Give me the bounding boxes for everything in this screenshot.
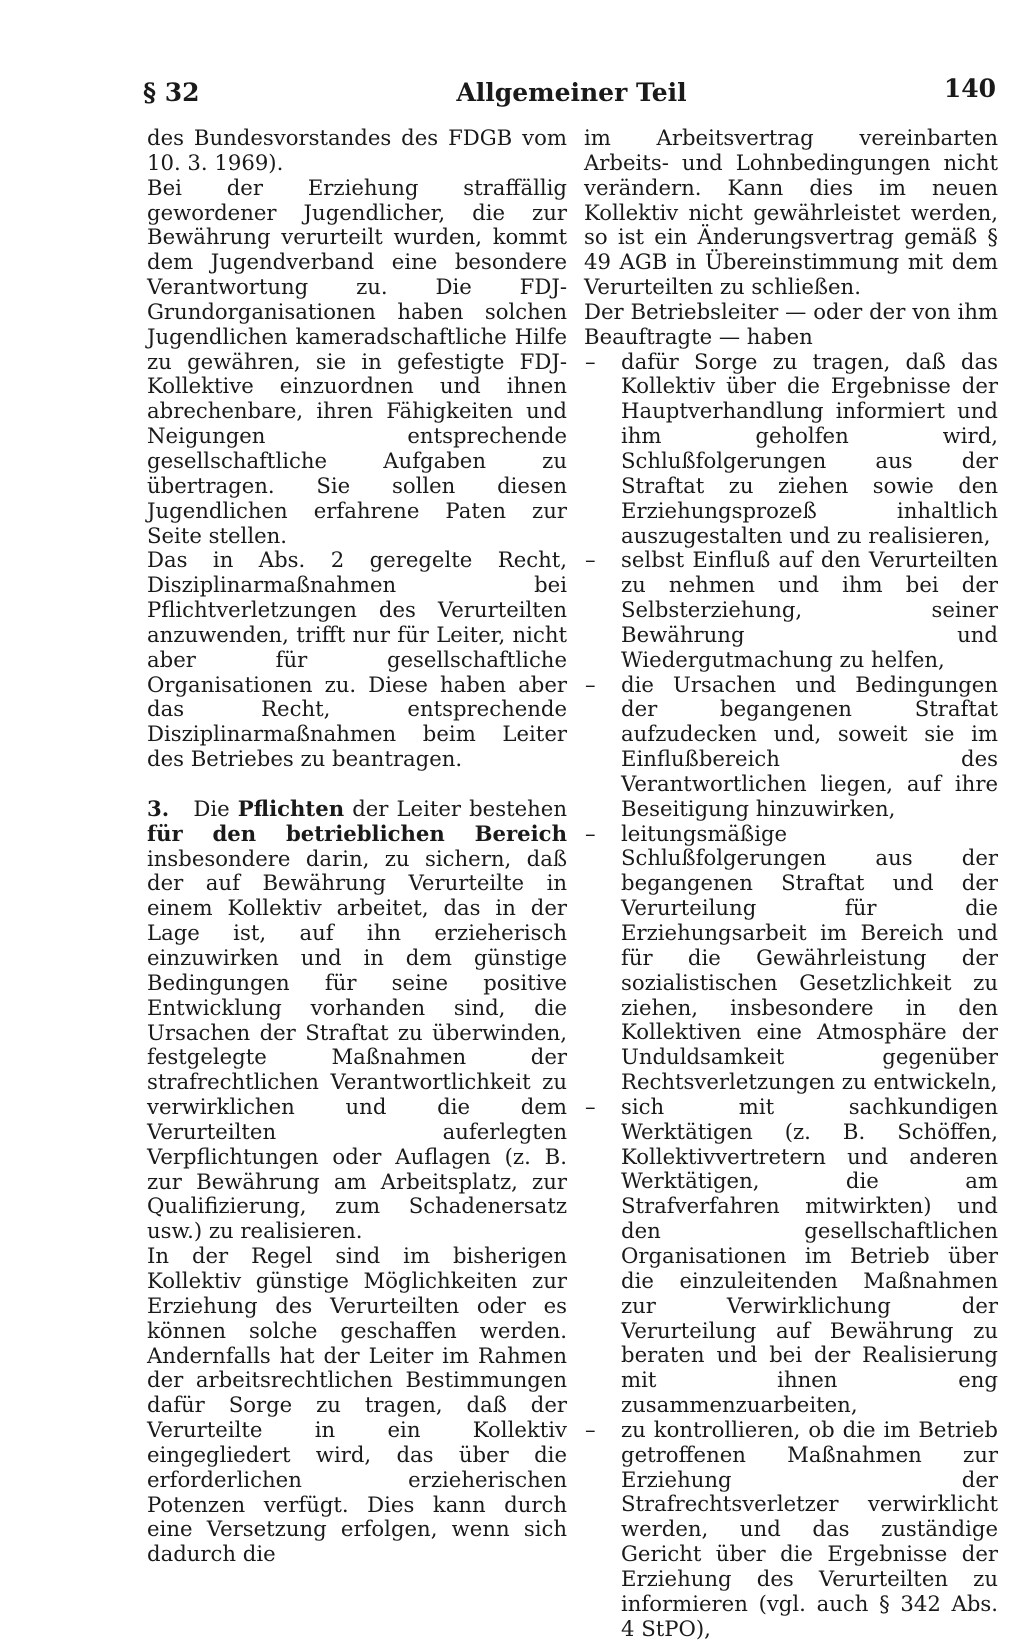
paragraph-gap [147,772,567,797]
section-3-paragraph [147,797,567,1244]
section-number: 3. [147,795,170,821]
paragraph: im Arbeitsvertrag vereinbarten Arbeits- und Lohnbedingungen nicht verändern. Kann dies im neuen Kollektiv nicht gewährleistet werden, so ist ein Änderungsvertrag gemäß § 49 AGB in Übereinstimmung mit dem Verurteilten zu schließen. [584,125,998,300]
paragraph: des Bundesvorstandes des FDGB vom 10. 3. 1969). [147,125,567,175]
page-header [143,74,1000,114]
section-text: der Leiter bestehen [352,795,567,821]
emphasis-pflichten: Pflichten [237,795,345,821]
list-item: – selbst Einfluß auf den Verurteilten zu nehmen und ihm bei der Selbsterziehung, seiner Bewährung und Wiedergutmachung zu helfen, [584,548,998,672]
list-item: – zu kontrollieren, ob die im Betrieb getroffenen Maßnahmen zur Erziehung der Strafrechtsverletzer verwirklicht werden, und das zuständige Gericht über die Ergebnisse der Erziehung des Verurteilten zu informieren (vgl. auch § 342 Abs. 4 StPO), [584,1418,998,1641]
list-item: – die Ursachen und Bedingungen der begangenen Straftat aufzudecken und, soweit sie im Einflußbereich des Verantwortlichen liegen, auf ihre Beseitigung hinzuwirken, [584,673,998,822]
list-item: – leitungsmäßige Schlußfolgerungen aus der begangenen Straftat und der Verurteilung für die Erziehungsarbeit im Bereich und für die Gewährleistung der sozialistischen Gesetzlichkeit zu ziehen, insbesondere in den Kollektiven eine Atmosphäre der Unduldsamkeit gegenüber Rechtsverletzungen zu entwickeln, [584,822,998,1095]
paragraph: Bei der Erziehung straffällig gewordener Jugendlicher, die zur Bewährung verurteilt wurden, kommt dem Jugendverband eine besondere Verantwortung zu. Die FDJ-Grundorganisationen haben solchen Jugendlichen kameradschaftliche Hilfe zu gewähren, sie in gefestigte FDJ-Kollektive einzuordnen und ihnen abrechenbare, ihren Fähigkeiten und Neigungen entsprechende gesellschaftliche Aufgaben zu übertragen. Sie sollen diesen Jugendlichen erfahrene Paten zur Seite stellen. [147,174,567,548]
emphasis-betrieblicher-bereich: für den betrieblichen Bereich [147,820,567,846]
paragraph: In der Regel sind im bisherigen Kollektiv günstige Möglichkeiten zur Erziehung des Verurteilten oder es können solche geschaffen werden. Andernfalls hat der Leiter im Rahmen der arbeitsrechtlichen Bestimmungen dafür Sorge zu tragen, daß der Verurteilte in ein Kollektiv eingegliedert wird, das über die erforderlichen erzieherischen Potenzen verfügt. Dies kann durch eine Versetzung erfolgen, wenn sich dadurch die [147,1243,567,1567]
paragraph: Das in Abs. 2 geregelte Recht, Disziplinarmaßnahmen bei Pflichtverletzungen des Verurteilten anzuwenden, trifft nur für Leiter, nicht aber für gesellschaftliche Organisationen zu. Diese haben aber das Recht, entsprechende Disziplinarmaßnahmen beim Leiter des Betriebes zu beantragen. [147,547,567,772]
list-item: – sich mit sachkundigen Werktätigen (z. B. Schöffen, Kollektivvertretern und anderen Werktätigen, die am Strafverfahren mitwirkten) und den gesellschaftlichen Organisationen im Betrieb über die einzuleitenden Maßnahmen zur Verwirklichung der Verurteilung auf Bewährung zu beraten und bei der Realisierung mit ihnen eng zusammenzuarbeiten, [584,1095,998,1418]
section-text: insbesondere darin, zu sichern, daß der auf Bewährung Verurteilte in einem Kollektiv arbeitet, das in der Lage ist, auf ihn erzieherisch einzuwirken und in dem günstige Bedingungen für seine positive Entwicklung vorhanden sind, die Ursachen der Straftat zu überwinden, festgelegte Maßnahmen der strafrechtlichen Verantwortlichkeit zu verwirklichen und die dem Verurteilten auferlegten Verpflichtungen oder Auflagen (z. B. zur Bewährung am Arbeitsplatz, zur Qualifizierung, zum Schadenersatz usw.) zu realisieren. [147,845,567,1244]
page-number: 140 [943,74,996,103]
running-title: Allgemeiner Teil [456,78,687,107]
section-text: Die [193,795,230,821]
left-column [147,126,567,1567]
right-column [584,126,998,1641]
paragraph: Der Betriebsleiter — oder der von ihm Beauftragte — haben [584,298,998,349]
list-item: – dafür Sorge zu tragen, daß das Kollektiv über die Ergebnisse der Hauptverhandlung informiert und ihm geholfen wird, Schlußfolgerungen aus der Straftat zu ziehen sowie den Erziehungsprozeß inhaltlich auszugestalten und zu realisieren, [584,350,998,549]
section-marker: § 32 [143,78,200,107]
duties-list [584,350,998,1641]
